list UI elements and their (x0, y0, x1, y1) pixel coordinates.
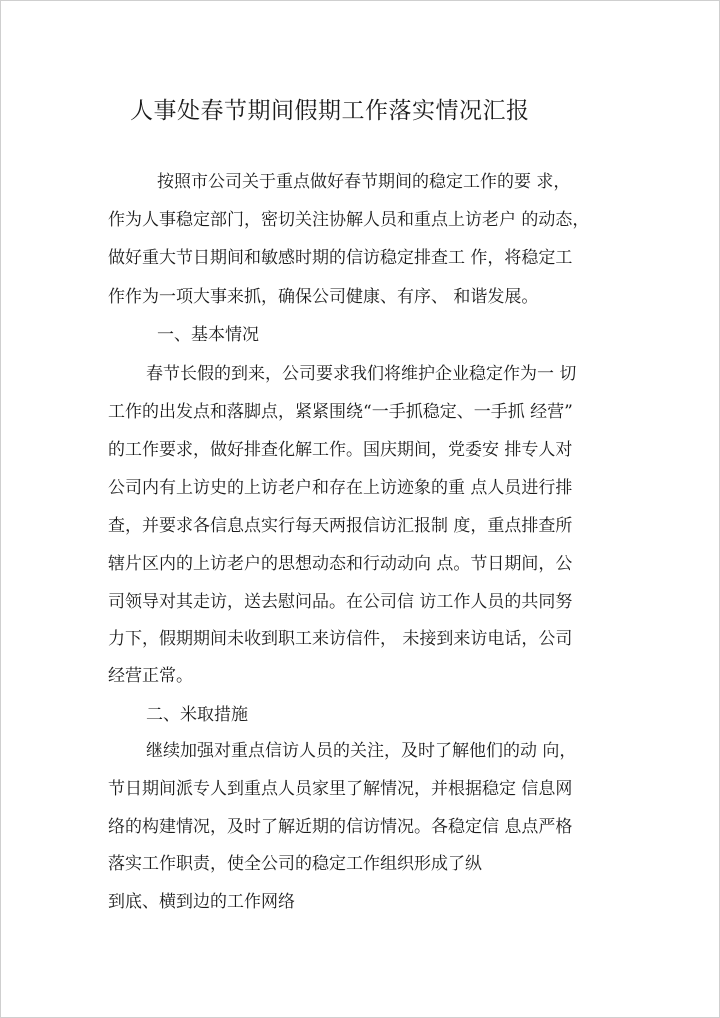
section2-line-1: 继续加强对重点信访人员的关注，及时了解他们的动 向， (146, 741, 577, 761)
section2-line-4: 落实工作职责，使全公司的稳定工作组织形成了纵 (108, 854, 482, 874)
section1-line-5: 查，并要求各信息点实行每天两报信访汇报制 度，重点排查所 (108, 516, 573, 536)
intro-line-1: 按照市公司关于重点做好春节期间的稳定工作的要 求， (157, 172, 571, 192)
intro-line-3: 做好重大节日期间和敏感时期的信访稳定排查工 作，将稳定工 (108, 248, 573, 268)
section1-line-4: 公司内有上访史的上访老户和存在上访迹象的重 点人员进行排 (108, 478, 573, 498)
section1-line-8: 力下，假期期间未收到职工来访信件， 未接到来访电话，公司 (108, 629, 573, 649)
section1-line-1: 春节长假的到来，公司要求我们将维护企业稳定作为一 切 (146, 364, 577, 384)
section1-line-3: 的工作要求，做好排查化解工作。国庆期间，党委安 排专人对 (108, 440, 573, 460)
section2-line-2: 节日期间派专人到重点人员家里了解情况，并根据稳定 信息网 (108, 779, 573, 799)
section1-line-6: 辖片区内的上访老户的思想动态和行动动向 点。节日期间，公 (108, 554, 573, 574)
section1-line-9: 经营正常。 (108, 666, 193, 686)
intro-line-4: 作作为一项大事来抓，确保公司健康、有序、 和谐发展。 (108, 287, 539, 307)
section2-line-3: 络的构建情况，及时了解近期的信访情况。各稳定信 息点严格 (108, 817, 573, 837)
section1-line-7: 司领导对其走访，送去慰问品。在公司信 访工作人员的共同努 (108, 592, 573, 612)
section2-last-line: 到底、横到边的工作网络 (108, 892, 295, 912)
section1-heading: 一、基本情况 (157, 325, 259, 345)
section1-line-2: 工作的出发点和落脚点，紧紧围绕“一手抓稳定、一手抓 经营” (108, 402, 573, 422)
intro-line-2: 作为人事稳定部门，密切关注协解人员和重点上访老户 的动态， (108, 210, 590, 230)
document-title: 人事处春节期间假期工作落实情况汇报 (130, 98, 530, 124)
section2-heading: 二、米取措施 (146, 705, 248, 725)
